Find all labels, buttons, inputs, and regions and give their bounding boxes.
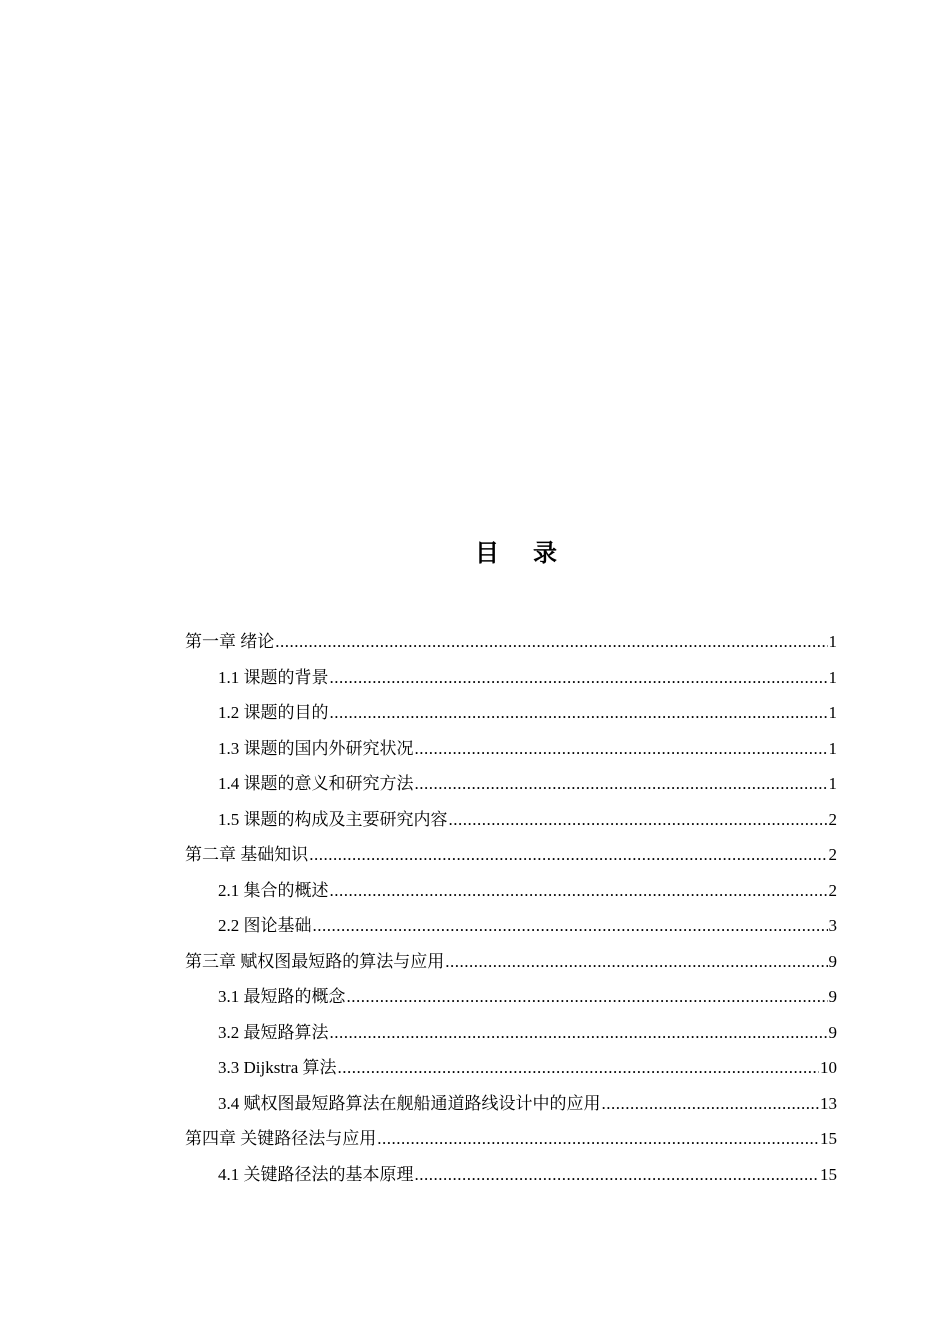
table-of-contents <box>185 624 837 1192</box>
toc-chapter-entry[interactable] <box>185 1121 837 1157</box>
toc-section-entry[interactable] <box>185 802 837 838</box>
toc-dot-leader <box>275 624 827 660</box>
toc-page-number: 15 <box>820 1129 837 1148</box>
toc-dot-leader <box>377 1121 819 1157</box>
toc-dot-leader <box>313 908 828 944</box>
toc-section-entry[interactable] <box>185 873 837 909</box>
toc-dot-leader <box>338 1050 819 1086</box>
toc-page-number: 10 <box>820 1058 837 1077</box>
toc-dot-leader <box>330 660 828 696</box>
toc-entry-label: 第三章 赋权图最短路的算法与应用 <box>185 951 445 971</box>
toc-section-entry[interactable] <box>185 766 837 802</box>
toc-entry-label: 第四章 关键路径法与应用 <box>185 1129 377 1148</box>
toc-dot-leader <box>330 695 828 731</box>
toc-page-number: 3 <box>828 916 837 935</box>
toc-entry-label: 1.4 课题的意义和研究方法 <box>218 774 414 793</box>
toc-section-entry[interactable] <box>185 908 837 944</box>
toc-dot-leader <box>415 731 828 767</box>
toc-page-number: 9 <box>828 951 837 971</box>
toc-chapter-entry[interactable] <box>185 837 837 873</box>
toc-section-entry[interactable] <box>185 1050 837 1086</box>
toc-chapter-entry[interactable] <box>185 944 837 980</box>
toc-section-entry[interactable] <box>185 1015 837 1051</box>
toc-page-number: 1 <box>828 632 837 651</box>
toc-entry-label: 第二章 基础知识 <box>185 845 309 864</box>
toc-page-number: 2 <box>828 809 837 829</box>
toc-section-entry[interactable] <box>185 1086 837 1122</box>
page-title: 目 录 <box>475 541 571 567</box>
toc-entry-label: 3.2 最短路算法 <box>218 1022 329 1042</box>
toc-section-entry[interactable] <box>185 660 837 696</box>
toc-entry-label: 3.1 最短路的概念 <box>218 987 346 1006</box>
toc-dot-leader <box>449 802 828 838</box>
toc-page-number: 9 <box>828 987 837 1006</box>
toc-page-number: 1 <box>828 703 837 722</box>
toc-page-number: 13 <box>820 1093 837 1113</box>
toc-page-number: 2 <box>828 880 837 900</box>
toc-entry-label: 第一章 绪论 <box>185 632 275 651</box>
toc-entry-label: 2.1 集合的概述 <box>218 880 329 900</box>
toc-dot-leader <box>309 837 827 873</box>
toc-dot-leader <box>347 979 828 1015</box>
toc-dot-leader <box>330 1015 828 1051</box>
toc-chapter-entry[interactable] <box>185 624 837 660</box>
toc-section-entry[interactable] <box>185 731 837 767</box>
toc-entry-label: 3.3 Dijkstra 算法 <box>218 1058 337 1077</box>
toc-entry-label: 2.2 图论基础 <box>218 916 312 935</box>
toc-page-number: 15 <box>820 1164 837 1184</box>
toc-section-entry[interactable] <box>185 979 837 1015</box>
toc-page-number: 9 <box>828 1022 837 1042</box>
toc-dot-leader <box>415 1157 820 1193</box>
toc-page-number: 2 <box>828 845 837 864</box>
toc-dot-leader <box>602 1086 820 1122</box>
toc-dot-leader <box>415 766 828 802</box>
toc-dot-leader <box>330 873 828 909</box>
toc-page-number: 1 <box>828 738 837 758</box>
toc-entry-label: 1.2 课题的目的 <box>218 703 329 722</box>
toc-entry-label: 3.4 赋权图最短路算法在舰船通道路线设计中的应用 <box>218 1093 601 1113</box>
toc-entry-label: 1.5 课题的构成及主要研究内容 <box>218 809 448 829</box>
toc-dot-leader <box>445 944 827 980</box>
toc-entry-label: 1.1 课题的背景 <box>218 667 329 687</box>
toc-section-entry[interactable] <box>185 1157 837 1193</box>
toc-entry-label: 4.1 关键路径法的基本原理 <box>218 1164 414 1184</box>
toc-page-number: 1 <box>828 667 837 687</box>
toc-entry-label: 1.3 课题的国内外研究状况 <box>218 738 414 758</box>
toc-page-number: 1 <box>828 774 837 793</box>
toc-section-entry[interactable] <box>185 695 837 731</box>
